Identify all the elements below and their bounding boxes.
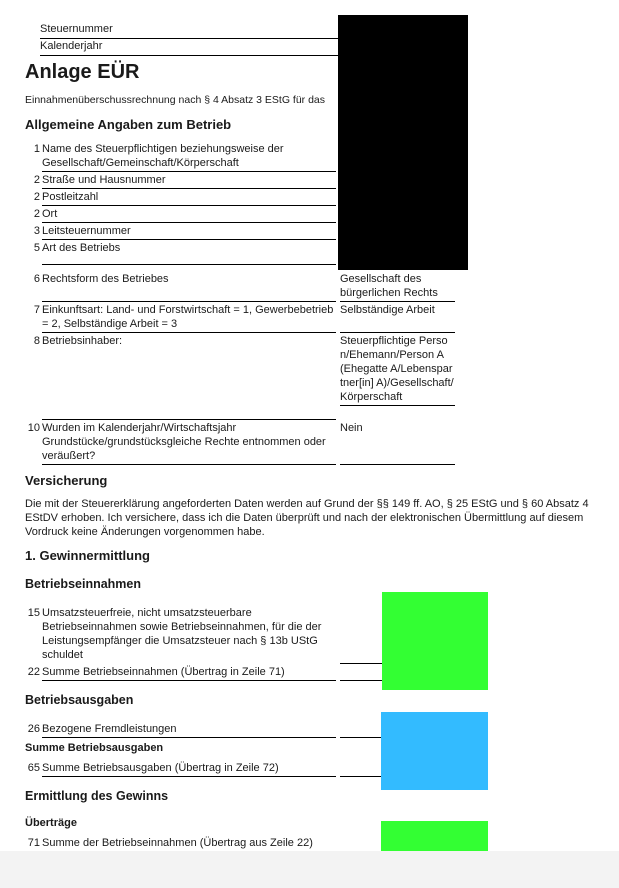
row-value: Nein (340, 421, 455, 465)
section-heading-versicherung: Versicherung (25, 473, 108, 488)
row-label: Summe der Betriebseinnahmen (Übertrag aus Zeile 22) (42, 836, 336, 851)
row-number: 71 (27, 837, 40, 849)
subheading-ermittlung-gewinn: Ermittlung des Gewinns (25, 789, 169, 803)
subheading-betriebseinnahmen: Betriebseinnahmen (25, 577, 142, 591)
highlight-box-einnahmen (382, 592, 488, 690)
row-number: 65 (27, 762, 40, 774)
row-label: Leitsteuernummer (42, 224, 336, 240)
row-value: Steuerpflichtige Person/Ehemann/Person A (Ehegatte A/Lebenspartner[in] A)/Gesellschaft/Körperschaft (340, 334, 455, 406)
versicherung-text: Die mit der Steuererklärung angeforderten Daten werden auf Grund der §§ 149 ff. AO, § 25 EStG und § 60 Absatz 4 EStDV erhoben. Ich versichere, dass ich die Daten überprüft und nach der elektronischen Übermittlung auf diesem Vordruck keine Änderungen vorgenommen habe. (25, 498, 589, 538)
row-label: Umsatzsteuerfreie, nicht umsatzsteuerbare Betriebseinnahmen sowie Betriebseinnahmen, für die der Leistungsempfänger die Umsatzsteuer nach § 13b UStG schuldet (42, 607, 322, 661)
row-label: Name des Steuerpflichtigen beziehungsweise der Gesellschaft/Gemeinschaft/Körperschaft (42, 142, 336, 172)
redaction-block (338, 15, 468, 270)
row-number: 5 (33, 242, 40, 254)
subheading-betriebsausgaben: Betriebsausgaben (25, 693, 134, 707)
row-label: Wurden im Kalenderjahr/Wirtschaftsjahr Grundstücke/grundstücksgleiche Rechte entnommen oder veräußert? (42, 421, 336, 465)
row-label: Betriebsinhaber: (42, 334, 336, 420)
row-label: Rechtsform des Betriebes (42, 272, 336, 302)
subheading-summe-betriebsausgaben: Summe Betriebsausgaben (25, 742, 164, 754)
section-heading-allgemein: Allgemeine Angaben zum Betrieb (25, 117, 232, 132)
row-number: 15 (27, 607, 40, 619)
row-label: Art des Betriebs (42, 241, 336, 265)
row-label: Summe Betriebseinnahmen (Übertrag in Zeile 71) (42, 665, 336, 681)
row-label: Summe Betriebsausgaben (Übertrag in Zeile 72) (42, 761, 336, 777)
highlight-box-uebertraege (381, 821, 488, 851)
row-number: 10 (27, 422, 40, 434)
row-label: Ort (42, 207, 336, 223)
row-number: 1 (33, 143, 40, 155)
row-number: 22 (27, 666, 40, 678)
row-number: 6 (33, 273, 40, 285)
subheading-uebertraege: Überträge (25, 817, 77, 829)
row-number: 2 (33, 191, 40, 203)
kalenderjahr-label: Kalenderjahr (40, 39, 338, 56)
row-label: Straße und Hausnummer (42, 173, 336, 189)
intro-text: Einnahmenüberschussrechnung nach § 4 Absatz 3 EStG für das (25, 94, 326, 106)
row-number: 2 (33, 174, 40, 186)
row-number: 2 (33, 208, 40, 220)
row-value: Gesellschaft des bürgerlichen Rechts (340, 272, 455, 302)
row-number: 3 (33, 225, 40, 237)
highlight-box-ausgaben (381, 712, 488, 790)
row-number: 26 (27, 723, 40, 735)
row-number: 8 (33, 335, 40, 347)
row-label: Einkunftsart: Land- und Forstwirtschaft = 1, Gewerbebetrieb = 2, Selbständige Arbeit = 3 (42, 303, 336, 333)
row-number: 7 (33, 304, 40, 316)
row-value: Selbständige Arbeit (340, 303, 455, 333)
page-title: Anlage EÜR (25, 61, 140, 83)
row-label: Bezogene Fremdleistungen (42, 722, 336, 738)
row-label: Postleitzahl (42, 190, 336, 206)
steuernummer-label: Steuernummer (40, 22, 338, 39)
section-heading-gewinnermittlung: 1. Gewinnermittlung (25, 548, 150, 563)
